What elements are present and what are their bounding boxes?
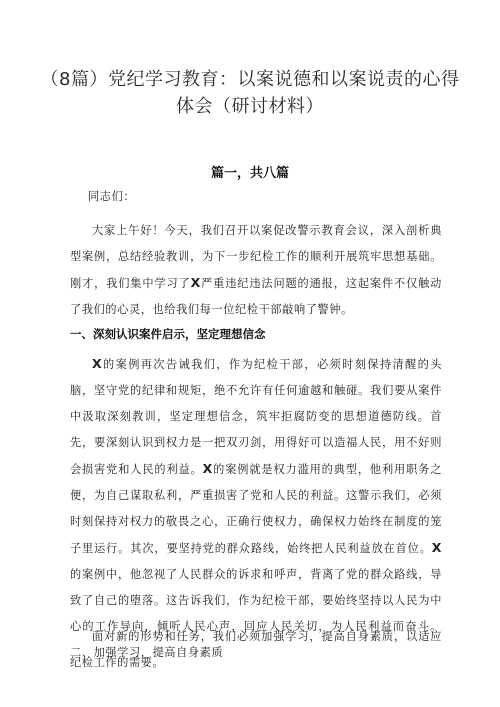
section-heading: 篇一，共八篇 — [210, 166, 289, 181]
paragraph-1 — [70, 218, 442, 323]
greeting: 同志们： — [88, 190, 136, 203]
paragraph-1-text-a: 大家上午好！今天，我们召开以案促改警示教育会议，深入剖析典型案例，总结经验教训，为下一步纪检工作的顺利开展筑牢思想基础。刚才，我们集中学习了 — [70, 224, 442, 290]
paragraph-2-text-b: 的案例就是权力滥用的典型，他利用职务之便，为自己谋取私利，严重损害了党和人民的利益。这警示我们，必须时刻保持对权力的敬畏之心，正确行使权力，确保权力始终在制度的笼子里运行。其次，要坚持党的群众路线，始终把人民利益放在首位。 — [70, 463, 442, 555]
paragraph-2-text-c: 的案例中，他忽视了人民群众的诉求和呼声，背离了党的群众路线，导致了自己的堕落。这告诉我们，作为纪检干部，要始终坚持以人民为中心的工作导向，倾听人民心声，回应人民关切，为人民利益而奋斗。二、加强学习，提高自身素质 — [70, 568, 442, 659]
paragraph-2-text-a: 的案例再次告诫我们，作为纪检干部，必须时刻保持清醒的头脑，坚守党的纪律和规矩，绝不允许有任何逾越和触碰。我们要从案件中汲取深刻教训，坚定理想信念，筑牢拒腐防变的思想道德防线。首先，要深刻认识到权力是一把双刃剑，用得好可以造福人民，用不好则会损害党和人民的利益。 — [70, 358, 442, 476]
subheading-1: 一、深刻认识案件启示，坚定理想信念 — [70, 327, 266, 341]
paragraph-1-text-b: 严重违纪违法问题的通报，这起案件不仅触动了我们的心灵，也给我们每一位纪检干部敲响了警钟。 — [70, 277, 442, 316]
document-title: （8篇）党纪学习教育：以案说德和以案说责的心得体会（研讨材料） — [40, 69, 460, 117]
paragraph-2-x-2: X — [202, 461, 213, 476]
paragraph-3: 面对新的形势和任务，我们必须加强学习，提高自身素质，以适应纪检工作的需要。 — [70, 630, 442, 669]
paragraph-1-x: X — [190, 275, 201, 290]
paragraph-2-x-1: X — [92, 356, 103, 371]
paragraph-2-x-3: X — [431, 540, 442, 555]
paragraph-2 — [70, 351, 442, 666]
